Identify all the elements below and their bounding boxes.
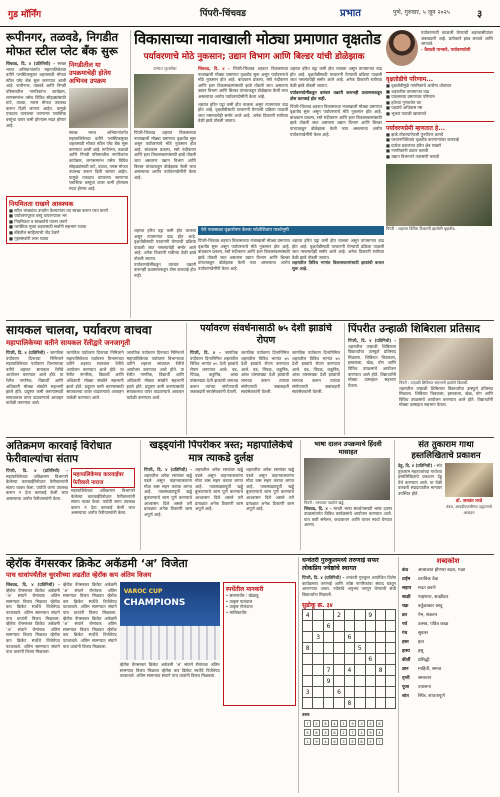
- sudoku-cell: [355, 698, 365, 709]
- sudoku-row: [303, 654, 396, 665]
- sudoku-cell: [313, 665, 323, 676]
- glossary-word: पूजा: [402, 685, 410, 690]
- language-headline: भाषा दालन उपक्रमाचे हिंदवी मासाहत: [314, 440, 382, 456]
- sudoku-cell: [375, 632, 385, 643]
- plantation-body-2: जागतिक पर्यावरण दिनानिमित्त शहरातील विविध भागांत ७५ देशी झाडांचे रोपण करण्यात आले. वड, पिंपळ, कडुनिंब, आंबा यांसारख्या देशी झाडांची लागवड करून त्यांच्या संगोपनाची जबाबदारी स्वयंसेवकांनी घेतली.: [241, 350, 289, 395]
- main-sidebar: [386, 30, 494, 318]
- camp-photo: [399, 338, 493, 380]
- glossary-word: चक्र: [402, 604, 409, 609]
- cycle-body-3: जागतिक पर्यावरण दिनाच्या निमित्ताने महापालिकेच्या पर्यावरण विभागाच्या वतीने शहरात सायकल रॅलीचे आयोजन करण्यात आले होते. या रॅलीत नागरिक, विद्यार्थी आणि अधिकारी मोठ्या संख्येने सहभागी झाले होते. प्रदूषण कमी करण्यासाठी सायकलचा वापर वाढवण्याचे आवाहन यावेळी करण्यात आले.: [126, 350, 184, 400]
- glossary-entry: [402, 683, 494, 692]
- glossary-entry: [402, 656, 494, 665]
- sudoku-cell: [313, 610, 323, 621]
- glossary-meaning: स्थिर, शांततापूर्ण: [418, 694, 445, 699]
- sudoku-cell: [365, 643, 375, 654]
- main-col-c: [290, 66, 382, 226]
- main-body-col2: पिंपरी-चिंचवड शहरात विकासाच्या नावाखाली मोठ्या प्रमाणात वृक्षतोड सुरू असून पर्यावरणाचे मोठे नुकसान होत आहे. बांधकाम प्रकल्प, रस्ते रुंदीकरण आणि इतर विकासकामांसाठी झाडे तोडली जात असताना उद्यान विभाग आणि बिल्डर यांच्याकडून डोळेझाक केली जात असल्याचा आरोप पर्यावरणप्रेमींनी केला आहे.: [198, 66, 288, 99]
- glossary-word: गंध: [402, 631, 408, 636]
- effect-item: ■ हवेच्या गुणवत्तेत घट: [386, 99, 422, 105]
- page-header: [0, 0, 500, 27]
- sudoku-cell: 7: [323, 665, 333, 676]
- glossary-word: सहाय: [402, 586, 412, 591]
- sudoku-row: [303, 643, 396, 654]
- sudoku-cell: [386, 643, 396, 654]
- glossary-entry: [402, 629, 494, 638]
- effect-item: ■ पावसाच्या प्रमाणावर परिणाम: [386, 94, 435, 100]
- bullet-item: ■ गृहसंस्थांनी लाभ घ्यावा: [9, 235, 49, 241]
- article-tukaram: संत तुकाराम गाथा हस्तलिखिताचे प्रकाशन देहू, दि. ४ (प्रतिनिधी) - संत तुकाराम महाराजांच्या गाथेच्या हस्तलिखिताचे प्रकाशन देहू येथे करण्यात आले. या वेळी वारकरी संप्रदायातील मान्यवर उपस्थित होते. डॉ. जयवंत तरडे तंत्रज्ञ, आयडीएफसीच्या उद्घाटनाचे आवाहन: [398, 440, 494, 552]
- answer-cell: 9: [367, 729, 374, 736]
- sudoku-cell: 6: [323, 621, 333, 632]
- glossary-entry: [402, 665, 494, 674]
- sudoku-cell: [303, 676, 313, 687]
- sub-headline: निगडीतील या उपक्रमाचेही होतेय अभिनव उपक्रम: [69, 61, 111, 85]
- sudoku-cell: [365, 687, 375, 698]
- answer-cell: 8: [322, 720, 329, 727]
- main-body-col2b: शहरात हरित पट्टा कमी होत चालला असून तापमानात वाढ होत आहे. वृक्षतोडीसाठी परवानगी घेण्याची प्रक्रिया पाळली जात नसल्याचेही समोर आले आहे. अनेक ठिकाणी रात्रीच्या वेळी झाडे तोडली जातात.: [198, 101, 288, 124]
- potholes-photo: [304, 458, 390, 500]
- info-box: [6, 196, 128, 245]
- sudoku-cell: 3: [313, 632, 323, 643]
- answer-cell: 5: [367, 720, 374, 727]
- plantation-headline: पर्यावरण संवर्धनासाठी ७५ देशी झाडांचे रोपण: [200, 323, 332, 346]
- sudoku-cell: 9: [323, 676, 333, 687]
- sudoku-cell: [334, 621, 344, 632]
- cricket-team-photo: [120, 582, 220, 660]
- answer-cell: 9: [349, 720, 356, 727]
- sudoku-cell: [365, 632, 375, 643]
- bullet-item: ■ प्लास्टिक मुक्त शहरासाठी सर्वांनी सहभाग घ्यावा: [9, 224, 87, 230]
- sudoku-cell: [355, 621, 365, 632]
- answer-cell: 8: [358, 738, 365, 745]
- tukaram-photo: [445, 463, 493, 497]
- sudoku-cell: [344, 643, 354, 654]
- article-language: भाषा दालन उपक्रमाचे हिंदवी मासाहत पिंपरी : रस्त्यावर पडलेले खड्डे. चिंचवड, दि. ४ - मराठी भाषा संवर्धनासाठी भाषा दालन उपक्रमांतर्गत विविध कार्यक्रमांचे आयोजन करण्यात आले. यात कवी संमेलन, कथाकथन आणि वाचन स्पर्धा घेण्यात आल्या.: [304, 440, 392, 528]
- trophy-banner-title: VAROC CUP: [123, 588, 163, 595]
- photo-caption: पिंपरी : शहरात विविध ठिकाणी झालेली वृक्षतोड.: [386, 225, 456, 231]
- answer-label: उत्तर: [302, 713, 310, 719]
- cricket-subhead: पाच धावांपर्यंतील चुरशीच्या लढतीत व्हेरॉक कप अंतिम विजय: [6, 571, 152, 579]
- sudoku-row: [303, 698, 396, 709]
- article-plate-bank: [6, 30, 128, 318]
- sudoku-cell: [355, 676, 365, 687]
- portrait-name: - वैशाली पानसरे, पर्यावरणप्रेमी: [421, 47, 471, 53]
- sudoku-cell: [323, 687, 333, 698]
- answer-cell: 5: [349, 738, 356, 745]
- section-label: गुड मॉर्निंग: [8, 10, 42, 20]
- info-bullets: [9, 208, 125, 242]
- sudoku-cell: [375, 676, 385, 687]
- glossary-meaning: हसू: [418, 649, 424, 654]
- main-headline: विकासाच्या नावाखाली मोठ्या प्रमाणात वृक्षतोड: [134, 30, 381, 48]
- answer-cell: 6: [331, 738, 338, 745]
- main-quote: पर्यावरणप्रेमींकडून वारंवार तक्रारी करूनही प्रशासनाकडून ठोस कारवाई होत नाही.: [290, 90, 382, 101]
- glossary-meaning: सुवास: [418, 631, 428, 636]
- sudoku-row: [303, 610, 396, 621]
- main-body-col3: शहरात हरित पट्टा कमी होत चालला असून तापमानात वाढ होत आहे. वृक्षतोडीसाठी परवानगी घेण्याची प्रक्रिया पाळली जात नसल्याचेही समोर आले आहे. अनेक ठिकाणी रात्रीच्या वेळी झाडे तोडली जातात.: [290, 66, 382, 88]
- answer-cell: 9: [313, 738, 320, 745]
- answer-cell: 3: [358, 720, 365, 727]
- main-body-col1b: शहरात हरित पट्टा कमी होत चालला असून तापमानात वाढ होत आहे. वृक्षतोडीसाठी परवानगी घेण्याची प्रक्रिया पाळली जात नसल्याचेही समोर आले आहे. अनेक ठिकाणी रात्रीच्या वेळी झाडे तोडली जातात.: [134, 228, 196, 261]
- cricket-body: व्हेरॉक वेंगसरकर क्रिकेट अकॅडमी ‘अ’ संघाने रोमांचक अंतिम सामन्यात विजय मिळवत व्हेरॉक कप क्रिकेट स्पर्धेचे विजेतेपद पटकावले. अंतिम सामन्यात संघाने पाच धावांनी विजय मिळवला.: [6, 587, 60, 621]
- plantation-body-3: जागतिक पर्यावरण दिनानिमित्त शहरातील विविध भागांत ७५ देशी झाडांचे रोपण करण्यात आले. वड, पिंपळ, कडुनिंब, आंबा यांसारख्या देशी झाडांची लागवड करून त्यांच्या संगोपनाची जबाबदारी स्वयंसेवकांनी घेतली.: [292, 350, 340, 395]
- answer-cell: 2: [340, 729, 347, 736]
- main-subhead-block: [134, 50, 374, 66]
- sudoku-cell: [386, 687, 396, 698]
- glossary-meaning: उपासना: [418, 685, 431, 690]
- expert-item: ■ नागरिकांनी तक्रार करावी: [386, 148, 429, 154]
- glossary-entry: [402, 611, 494, 620]
- sudoku-cell: [303, 698, 313, 709]
- highlight-text: येते पावसाळा वृक्षारोपण केल्या फोटोशिवाय पार्श्वभूमी: [201, 228, 289, 233]
- issue-date: पुणे, गुरुवार, ५ जून २०२५: [393, 9, 450, 16]
- sudoku-cell: [344, 621, 354, 632]
- answer-cell: 3: [340, 738, 347, 745]
- effect-item: ■ पक्ष्यांचे अधिवास नष्ट: [386, 105, 423, 111]
- sudoku-cell: 6: [344, 632, 354, 643]
- expert-item: ■ प्रत्येक प्रकल्पात हरित क्षेत्र राखणे: [386, 142, 442, 148]
- glossary-entry: [402, 584, 494, 593]
- glossary-entry: [402, 575, 494, 584]
- dhanvantari-body: धन्वंतरी गुरुकुल आयोजित विशेष कार्यक्रमात तरुणाई आणि ज्येष्ठ नागरिकांचा संवाद घडवून आणण्यात आला. ज्येष्ठांचे अनुभव जाणून घेण्याची संधी विद्यार्थ्यांना मिळाली.: [302, 575, 396, 597]
- hawkers-headline: अतिक्रमण कारवाई विरोधात फेरीवाल्यांचा संताप: [6, 440, 112, 465]
- sudoku-cell: [323, 632, 333, 643]
- glossary-meaning: नेम, संकल्प: [418, 613, 438, 618]
- sudoku-row: [303, 621, 396, 632]
- sudoku-cell: 8: [303, 643, 313, 654]
- article-body: स्वच्छ भारत अभियानांतर्गत महापालिकेच्या वतीने प्लास्टिकमुक्त शहरासाठी मोफत स्टील प्लेट बँक सुरू करण्यात आली आहे. रूपीनगर, तळवडे आणि निगडी परिसरातील नागरिकांना कार्यक्रम, लग्नसमारंभ तसेच विविध सोहळ्यांसाठी ताटे, वाट्या, ग्लास मोफत उपलब्ध करून दिली जाणार आहेत. यामुळे एकदाच वापरल्या जाणाऱ्या प्लास्टिक वस्तूंचा वापर कमी होण्यास मदत होणार आहे.: [6, 61, 66, 128]
- highlight-strip: [198, 226, 384, 235]
- main-body-col3b: पिंपरी-चिंचवड शहरात विकासाच्या नावाखाली मोठ्या प्रमाणात वृक्षतोड सुरू असून पर्यावरणाचे मोठे नुकसान होत आहे. बांधकाम प्रकल्प, रस्ते रुंदीकरण आणि इतर विकासकामांसाठी झाडे तोडली जात असताना उद्यान विभाग आणि बिल्डर यांच्याकडून डोळेझाक केली जात असल्याचा आरोप पर्यावरणप्रेमींनी केला आहे.: [290, 103, 382, 137]
- main-col-b: [198, 66, 288, 226]
- answer-cell: 7: [349, 729, 356, 736]
- sudoku-cell: [344, 610, 354, 621]
- main-col-a2: [134, 228, 196, 318]
- sudoku-cell: [386, 676, 396, 687]
- sudoku-cell: [355, 632, 365, 643]
- main-col-a: [134, 66, 196, 226]
- cricket-body-3: व्हेरॉक वेंगसरकर क्रिकेट अकॅडमी ‘अ’ संघाने रोमांचक अंतिम सामन्यात विजय मिळवत व्हेरॉक कप क्रिकेट स्पर्धेचे विजेतेपद पटकावले. अंतिम सामन्यात संघाने पाच धावांनी विजय मिळवला.: [119, 662, 220, 679]
- glossary-word: तृप्ती: [402, 676, 410, 681]
- main-body-col1: पिंपरी-चिंचवड शहरात विकासाच्या नावाखाली मोठ्या प्रमाणात वृक्षतोड सुरू असून पर्यावरणाचे मोठे नुकसान होत आहे. बांधकाम प्रकल्प, रस्ते रुंदीकरण आणि इतर विकासकामांसाठी झाडे तोडली जात असताना उद्यान विभाग आणि बिल्डर यांच्याकडून डोळेझाक केली जात असल्याचा आरोप पर्यावरणप्रेमींनी केला आहे.: [134, 130, 196, 180]
- sudoku-cell: 8: [375, 665, 385, 676]
- cricket-body-2: व्हेरॉक वेंगसरकर क्रिकेट अकॅडमी ‘अ’ संघाने रोमांचक अंतिम सामन्यात विजय मिळवत व्हेरॉक कप क्रिकेट स्पर्धेचे विजेतेपद पटकावले. अंतिम सामन्यात संघाने पाच धावांनी विजय मिळवला. व्हेरॉक वेंगसरकर क्रिकेट अकॅडमी ‘अ’ संघाने रोमांचक अंतिम सामन्यात विजय मिळवत व्हेरॉक कप क्रिकेट स्पर्धेचे विजेतेपद पटकावले. अंतिम सामन्यात संघाने पाच धावांनी विजय मिळवला.: [62, 582, 117, 649]
- glossary-list: [402, 566, 494, 701]
- glossary-entry: [402, 566, 494, 575]
- answer-cell: 4: [376, 729, 383, 736]
- answer-cell: 2: [367, 738, 374, 745]
- article-dhanvantari: धन्वंतरी गुरुकुलमध्ये तरुणाई सफर लोकप्रिय ज्येष्ठांचे स्वागत पिंपरी, दि. ४ (प्रतिनिधी) - धन्वंतरी गुरुकुल आयोजित विशेष कार्यक्रमात तरुणाई आणि ज्येष्ठ नागरिकांचा संवाद घडवून आणण्यात आला. ज्येष्ठांचे अनुभव जाणून घेण्याची संधी विद्यार्थ्यांना मिळाली. सुडोकू क्र. ३४ 4 2 9 6 3 6 8 5 6 7 4 8 9 3 6 8 उत्तर 7 2 8 4 1 9 3 5 6 5 6 3 8 2 7 1 9 4 1 9 4 6 3 5 8 2 7: [302, 557, 396, 793]
- main-body-col2c: पिंपरी-चिंचवड शहरात विकासाच्या नावाखाली मोठ्या प्रमाणात वृक्षतोड सुरू असून पर्यावरणाचे मोठे नुकसान होत आहे. बांधकाम प्रकल्प, रस्ते रुंदीकरण आणि इतर विकासकामांसाठी झाडे तोडली जात असताना उद्यान विभाग आणि बिल्डर यांच्याकडून डोळेझाक केली जात असल्याचा आरोप पर्यावरणप्रेमींनी केला आहे.: [198, 238, 290, 271]
- sudoku-cell: [334, 665, 344, 676]
- sudoku-cell: [386, 621, 396, 632]
- sudoku-cell: [323, 698, 333, 709]
- sudoku-cell: [313, 621, 323, 632]
- potholes-body-3: शहरातील अनेक रस्त्यांवर खड्डे पडले असून वाहनचालकांना मोठा त्रास सहन करावा लागत आहे. पावसाळ्यापूर्वी खड्डे बुजवण्याचे काम पूर्ण करण्याचे आश्वासन दिले असले तरी प्रत्यक्षात अनेक ठिकाणी काम अपूर्ण आहे.: [246, 467, 294, 512]
- dhanvantari-headline: धन्वंतरी गुरुकुलमध्ये तरुणाई सफर लोकप्रिय ज्येष्ठांचे स्वागत: [302, 557, 379, 572]
- main-col-b2: [198, 238, 290, 318]
- article-tree-plantation: पर्यावरण संवर्धनासाठी ७५ देशी झाडांचे रोपण पिंपरी, दि. ४ - जागतिक पर्यावरण दिनानिमित्त शहरातील विविध भागांत ७५ देशी झाडांचे रोपण करण्यात आले. वड, पिंपळ, कडुनिंब, आंबा यांसारख्या देशी झाडांची लागवड करून त्यांच्या संगोपनाची जबाबदारी स्वयंसेवकांनी घेतली. जागतिक पर्यावरण दिनानिमित्त शहरातील विविध भागांत ७५ देशी झाडांचे रोपण करण्यात आले. वड, पिंपळ, कडुनिंब, आंबा यांसारख्या देशी झाडांची लागवड करून त्यांच्या संगोपनाची जबाबदारी स्वयंसेवकांनी घेतली. जागतिक पर्यावरण दिनानिमित्त शहरातील विविध भागांत ७५ देशी झाडांचे रोपण करण्यात आले. वड, पिंपळ, कडुनिंब, आंबा यांसारख्या देशी झाडांची लागवड करून त्यांच्या संगोपनाची जबाबदारी स्वयंसेवकांनी घेतली.: [190, 323, 340, 395]
- sudoku-cell: [386, 610, 396, 621]
- effect-item: ■ शहरातील तापमानात वाढ: [386, 88, 430, 94]
- sudoku-cell: [375, 687, 385, 698]
- sudoku-cell: [375, 698, 385, 709]
- sudoku-row: [303, 687, 396, 698]
- sudoku-cell: [386, 654, 396, 665]
- glossary-entry: [402, 620, 494, 629]
- answer-cell: 7: [376, 738, 383, 745]
- winner-item: • उत्कृष्ट फलंदाज: [225, 598, 253, 604]
- winner-item: • मालिकावीर: [225, 609, 247, 615]
- sudoku-cell: [303, 654, 313, 665]
- hawkers-body-2: महापालिकेच्या अतिक्रमण विभागाने केलेल्या कारवाईविरोधात फेरीवाल्यांनी संताप व्यक्त केला. पर्यायी जागा उपलब्ध करून न देता कारवाई केली जात असल्याचा आरोप फेरीवाल्यांनी केला.: [71, 488, 135, 516]
- answer-cell: 1: [358, 729, 365, 736]
- article-body-continued: स्वच्छ भारत अभियानांतर्गत महापालिकेच्या वतीने प्लास्टिकमुक्त शहरासाठी मोफत स्टील प्लेट बँक सुरू करण्यात आली आहे. रूपीनगर, तळवडे आणि निगडी परिसरातील नागरिकांना कार्यक्रम, लग्नसमारंभ तसेच विविध सोहळ्यांसाठी ताटे, वाट्या, ग्लास मोफत उपलब्ध करून दिली जाणार आहेत. यामुळे एकदाच वापरल्या जाणाऱ्या प्लास्टिक वस्तूंचा वापर कमी होण्यास मदत होणार आहे.: [69, 130, 128, 191]
- cycle-subhead: महापालिकेच्या वतीने सायकल रॅलीद्वारे जनजागृती: [6, 339, 131, 347]
- trophy-banner-sub: CHAMPIONS: [123, 598, 186, 608]
- effects-title: वृक्षतोडीचे परिणाम...: [386, 76, 434, 83]
- glossary-meaning: वर्तुळाकार वस्तू: [418, 604, 443, 609]
- sudoku-cell: [386, 698, 396, 709]
- glossary-meaning: ठराविक वेळ: [418, 577, 439, 582]
- sudoku-cell: [334, 676, 344, 687]
- sudoku-cell: 9: [365, 610, 375, 621]
- answer-cell: 4: [322, 738, 329, 745]
- bullet-item: ■ स्टील भांड्यांचा उपयोग केल्यानंतर त्या स्वच्छ करून परत करणे: [9, 207, 109, 213]
- sudoku-cell: [375, 621, 385, 632]
- tukaram-headline: संत तुकाराम गाथा हस्तलिखिताचे प्रकाशन: [411, 440, 481, 461]
- sudoku-row: [303, 665, 396, 676]
- sudoku-cell: [303, 632, 313, 643]
- sudoku-cell: [334, 654, 344, 665]
- glossary-entry: [402, 674, 494, 683]
- glossary-meaning: प्रसिद्धी: [418, 658, 430, 663]
- sudoku-cell: [375, 654, 385, 665]
- answer-cell: 6: [376, 720, 383, 727]
- sudoku-cell: [355, 610, 365, 621]
- glossary-word: टाईम: [402, 577, 411, 582]
- answer-cell: 2: [313, 720, 320, 727]
- main-col-c2: [292, 238, 384, 318]
- sudoku-cell: [334, 698, 344, 709]
- person-name: डॉ. जयवंत तरडे: [455, 499, 483, 504]
- portrait-photo: [386, 30, 418, 66]
- glossary-word: कंठ: [402, 568, 409, 573]
- sudoku-cell: [323, 643, 333, 654]
- glossary-meaning: हात: [418, 640, 425, 645]
- sudoku-cell: [365, 621, 375, 632]
- potholes-body-2: शहरातील अनेक रस्त्यांवर खड्डे पडले असून वाहनचालकांना मोठा त्रास सहन करावा लागत आहे. पावसाळ्यापूर्वी खड्डे बुजवण्याचे काम पूर्ण करण्याचे आश्वासन दिले असले तरी प्रत्यक्षात अनेक ठिकाणी काम अपूर्ण आहे.: [195, 467, 243, 512]
- sudoku-cell: [386, 632, 396, 643]
- glossary-meaning: माहिती, समज: [418, 667, 442, 672]
- brand-logo: प्रभात: [340, 8, 362, 19]
- potholes-caption: पिंपरी : रस्त्यावर पडलेले खड्डे.: [304, 500, 345, 505]
- sudoku-cell: [344, 687, 354, 698]
- main-body-col1c: पर्यावरणप्रेमींकडून वारंवार तक्रारी करूनही प्रशासनाकडून ठोस कारवाई होत नाही.: [134, 261, 196, 278]
- sudoku-cell: [344, 654, 354, 665]
- plates-photo: [69, 88, 128, 128]
- winner-item: • उत्कृष्ट गोलंदाज: [225, 604, 253, 610]
- article-cycle-rally: सायकल चालवा, पर्यावरण वाचवा महापालिकेच्या वतीने सायकल रॅलीद्वारे जनजागृती पिंपरी, दि. ४ (प्रतिनिधी) - जागतिक पर्यावरण दिनाच्या निमित्ताने महापालिकेच्या पर्यावरण विभागाच्या वतीने शहरात सायकल रॅलीचे आयोजन करण्यात आले होते. या रॅलीत नागरिक, विद्यार्थी आणि अधिकारी मोठ्या संख्येने सहभागी झाले होते. प्रदूषण कमी करण्यासाठी सायकलचा वापर वाढवण्याचे आवाहन यावेळी करण्यात आले. जागतिक पर्यावरण दिनाच्या निमित्ताने महापालिकेच्या पर्यावरण विभागाच्या वतीने शहरात सायकल रॅलीचे आयोजन करण्यात आले होते. या रॅलीत नागरिक, विद्यार्थी आणि अधिकारी मोठ्या संख्येने सहभागी झाले होते. प्रदूषण कमी करण्यासाठी सायकलचा वापर वाढवण्याचे आवाहन यावेळी करण्यात आले. जागतिक पर्यावरण दिनाच्या निमित्ताने महापालिकेच्या पर्यावरण विभागाच्या वतीने शहरात सायकल रॅलीचे आयोजन करण्यात आले होते. या रॅलीत नागरिक, विद्यार्थी आणि अधिकारी मोठ्या संख्येने सहभागी झाले होते. प्रदूषण कमी करण्यासाठी सायकलचा वापर वाढवण्याचे आवाहन यावेळी करण्यात आले.: [6, 323, 184, 406]
- sudoku-cell: [313, 676, 323, 687]
- potholes-headline: खड्ड्यांनी पिंपरीकर त्रस्त; महापालिकेचे मात्र त्याकडे दुर्लक्ष: [149, 440, 293, 464]
- expert-item: ■ परवानगीशिवाय वृक्षतोड करणाऱ्यांवर कारवाई: [386, 137, 459, 143]
- camp-caption: पिंपरी : उन्हाळी शिबिरात सहभागी झालेले विद्यार्थी.: [399, 380, 469, 385]
- person-role: तंत्रज्ञ, आयडीएफसीच्या उद्घाटनाचे आवाहन: [446, 504, 492, 515]
- expert-item: ■ उद्यान विभागाने तपासणी करावी: [386, 153, 440, 159]
- potholes-body: शहरातील अनेक रस्त्यांवर खड्डे पडले असून वाहनचालकांना मोठा त्रास सहन करावा लागत आहे. पावसाळ्यापूर्वी खड्डे बुजवण्याचे काम पूर्ण करण्याचे आश्वासन दिले असले तरी प्रत्यक्षात अनेक ठिकाणी काम अपूर्ण आहे.: [144, 472, 192, 517]
- main-body-col3c: शहरात हरित पट्टा कमी होत चालला असून तापमानात वाढ होत आहे. वृक्षतोडीसाठी परवानगी घेण्याची प्रक्रिया पाळली जात नसल्याचेही समोर आले आहे. अनेक ठिकाणी रात्रीच्या वेळी झाडे तोडली जातात.: [292, 238, 384, 260]
- article-potholes: खड्ड्यांनी पिंपरीकर त्रस्त; महापालिकेचे मात्र त्याकडे दुर्लक्ष पिंपरी, दि. ४ (प्रतिनिधी) - शहरातील अनेक रस्त्यांवर खड्डे पडले असून वाहनचालकांना मोठा त्रास सहन करावा लागत आहे. पावसाळ्यापूर्वी खड्डे बुजवण्याचे काम पूर्ण करण्याचे आश्वासन दिले असले तरी प्रत्यक्षात अनेक ठिकाणी काम अपूर्ण आहे. शहरातील अनेक रस्त्यांवर खड्डे पडले असून वाहनचालकांना मोठा त्रास सहन करावा लागत आहे. पावसाळ्यापूर्वी खड्डे बुजवण्याचे काम पूर्ण करण्याचे आश्वासन दिले असले तरी प्रत्यक्षात अनेक ठिकाणी काम अपूर्ण आहे. शहरातील अनेक रस्त्यांवर खड्डे पडले असून वाहनचालकांना मोठा त्रास सहन करावा लागत आहे. पावसाळ्यापूर्वी खड्डे बुजवण्याचे काम पूर्ण करण्याचे आश्वासन दिले असले तरी प्रत्यक्षात अनेक ठिकाणी काम अपूर्ण आहे.: [144, 440, 298, 550]
- sudoku-cell: [303, 665, 313, 676]
- sudoku-cell: [365, 676, 375, 687]
- sudoku-cell: [355, 665, 365, 676]
- sudoku-row: [303, 676, 396, 687]
- answer-cell: 1: [304, 738, 311, 745]
- sudoku-answer-grid: [302, 718, 385, 747]
- sudoku-cell: [365, 698, 375, 709]
- sudoku-cell: [313, 654, 323, 665]
- sudoku-cell: 8: [344, 698, 354, 709]
- answer-cell: 1: [340, 720, 347, 727]
- sudoku-cell: 5: [355, 643, 365, 654]
- sudoku-cell: 2: [334, 610, 344, 621]
- tree-cutting-photo-2: [386, 164, 492, 226]
- glossary-title: शब्दकोश: [436, 557, 460, 565]
- answer-cell: 8: [331, 729, 338, 736]
- hawkers-callout: महापालिकेच्या कारवाईवर फेरीवाले नाराज: [71, 468, 135, 488]
- winner-item: • सामनावीर : खेळाडू: [225, 593, 259, 598]
- bullet-item: ■ बँकेतील साहित्याची नोंद ठेवणे: [9, 229, 60, 235]
- glossary-word: व्रत: [402, 613, 408, 618]
- sudoku-cell: [313, 698, 323, 709]
- headline: रूपीनगर, तळवडे, निगडीत मोफत स्टील प्लेट बँक सुरू: [6, 30, 119, 58]
- tree-cutting-photo-1: [134, 74, 194, 128]
- glossary-entry: [402, 638, 494, 647]
- answer-cell: 3: [322, 729, 329, 736]
- sudoku-cell: [303, 621, 313, 632]
- camp-body: शहरातील उन्हाळी शिबिराला विद्यार्थ्यांचा उत्स्फूर्त प्रतिसाद मिळाला. शिबिरात चित्रकला, हस्तकला, खेळ, योग आणि विविध उपक्रमांचे आयोजन करण्यात आले होते. विद्यार्थ्यांनी मोठ्या उत्साहात सहभाग घेतला.: [348, 343, 396, 388]
- glossary-entry: [402, 647, 494, 656]
- info-box-title: नियमितता राखणे आवश्यक: [9, 199, 74, 208]
- experts-box: [386, 121, 494, 160]
- expert-item: ■ झाडे तोडण्याऐवजी पुनर्रोपण करावे: [386, 131, 444, 137]
- page-number: ३: [477, 9, 483, 20]
- sudoku-cell: [323, 610, 333, 621]
- bullet-item: ■ नियमितता व स्वच्छतेचे पालन करणे: [9, 218, 68, 224]
- tukaram-body: संत तुकाराम महाराजांच्या गाथेच्या हस्तलिखिताचे प्रकाशन देहू येथे करण्यात आले. या वेळी वारकरी संप्रदायातील मान्यवर उपस्थित होते.: [398, 463, 442, 496]
- sudoku-cell: [323, 654, 333, 665]
- sudoku-cell: [334, 643, 344, 654]
- sudoku-cell: 4: [344, 665, 354, 676]
- glossary-entry: [402, 692, 494, 701]
- answer-cell: 4: [331, 720, 338, 727]
- dateline: चिंचवड, दि. ४ (प्रतिनिधी) -: [6, 61, 55, 66]
- answer-cell: 7: [304, 720, 311, 727]
- glossary-entry: [402, 602, 494, 611]
- glossary-word: कीर्ती: [402, 658, 411, 663]
- main-caption: शहरातील विविध भागांत विकासकामांसाठी झाडांची कत्तल सुरू आहे.: [292, 260, 384, 271]
- hawkers-body: महापालिकेच्या अतिक्रमण विभागाने केलेल्या कारवाईविरोधात फेरीवाल्यांनी संताप व्यक्त केला. पर्यायी जागा उपलब्ध करून न देता कारवाई केली जात असल्याचा आरोप फेरीवाल्यांनी केला.: [6, 473, 68, 501]
- sudoku-cell: [355, 687, 365, 698]
- sudoku-cell: [344, 676, 354, 687]
- sudoku-cell: [375, 610, 385, 621]
- sudoku-cell: [355, 654, 365, 665]
- glossary-meaning: उत्सव, पवित्र काळ: [418, 622, 449, 627]
- glossary-word: हास्य: [402, 649, 410, 654]
- cycle-body: जागतिक पर्यावरण दिनाच्या निमित्ताने महापालिकेच्या पर्यावरण विभागाच्या वतीने शहरात सायकल रॅलीचे आयोजन करण्यात आले होते. या रॅलीत नागरिक, विद्यार्थी आणि अधिकारी मोठ्या संख्येने सहभागी झाले होते. प्रदूषण कमी करण्यासाठी सायकलचा वापर वाढवण्याचे आवाहन यावेळी करण्यात आले.: [6, 350, 64, 406]
- cycle-body-2: जागतिक पर्यावरण दिनाच्या निमित्ताने महापालिकेच्या पर्यावरण विभागाच्या वतीने शहरात सायकल रॅलीचे आयोजन करण्यात आले होते. या रॅलीत नागरिक, विद्यार्थी आणि अधिकारी मोठ्या संख्येने सहभागी झाले होते. प्रदूषण कमी करण्यासाठी सायकलचा वापर वाढवण्याचे आवाहन यावेळी करण्यात आले.: [66, 350, 124, 400]
- cricket-headline: व्हेरॉक वेंगसरकर क्रिकेट अकॅडमी ‘अ’ विजेता: [6, 557, 188, 570]
- glossary-word: साक्षी: [402, 595, 411, 600]
- glossary-word: पर्व: [402, 622, 408, 627]
- portrait-quote: पर्यावरणाची काळजी घेण्याची शहरवासीयांवर जबाबदारी आहे. प्रत्येकाने झाड लावावे आणि जगवावे.: [421, 30, 493, 47]
- sudoku-title: सुडोकू क्र. ३४: [302, 602, 333, 610]
- sudoku-cell: [365, 665, 375, 676]
- sudoku-cell: [386, 665, 396, 676]
- glossary-entry: [402, 593, 494, 602]
- sudoku-cell: [313, 687, 323, 698]
- glossary-meaning: समाधान: [418, 676, 432, 681]
- glossary-meaning: पाहणारा, साक्षीदार: [418, 595, 449, 600]
- glossary-word: ज्ञान: [402, 667, 409, 672]
- sudoku-cell: 6: [365, 654, 375, 665]
- word-glossary: [402, 557, 494, 793]
- section-title: पिंपरी-चिंचवड: [200, 9, 246, 19]
- glossary-meaning: आवाजात होणारा बदल, गळा: [418, 568, 466, 573]
- sudoku-grid: [302, 609, 396, 709]
- winners-title: स्पर्धेतील मानकरी: [225, 586, 264, 593]
- sudoku-cell: 3: [303, 687, 313, 698]
- article-cricket: व्हेरॉक वेंगसरकर क्रिकेट अकॅडमी ‘अ’ विजेता पाच धावांपर्यंतील चुरशीच्या लढतीत व्हेरॉक कप अंतिम विजय चिंचवड, दि. ४ (प्रतिनिधी) - व्हेरॉक वेंगसरकर क्रिकेट अकॅडमी ‘अ’ संघाने रोमांचक अंतिम सामन्यात विजय मिळवत व्हेरॉक कप क्रिकेट स्पर्धेचे विजेतेपद पटकावले. अंतिम सामन्यात संघाने पाच धावांनी विजय मिळवला. व्हेरॉक वेंगसरकर क्रिकेट अकॅडमी ‘अ’ संघाने रोमांचक अंतिम सामन्यात विजय मिळवत व्हेरॉक कप क्रिकेट स्पर्धेचे विजेतेपद पटकावले. अंतिम सामन्यात संघाने पाच धावांनी विजय मिळवला. व्हेरॉक वेंगसरकर क्रिकेट अकॅडमी ‘अ’ संघाने रोमांचक अंतिम सामन्यात विजय मिळवत व्हेरॉक कप क्रिकेट स्पर्धेचे विजेतेपद पटकावले. अंतिम सामन्यात संघाने पाच धावांनी विजय मिळवला. व्हेरॉक वेंगसरकर क्रिकेट अकॅडमी ‘अ’ संघाने रोमांचक अंतिम सामन्यात विजय मिळवत व्हेरॉक कप क्रिकेट स्पर्धेचे विजेतेपद पटकावले. अंतिम सामन्यात संघाने पाच धावांनी विजय मिळवला. VAROC CUP CHAMPIONS व्हेरॉक वेंगसरकर क्रिकेट अकॅडमी ‘अ’ संघाने रोमांचक अंतिम सामन्यात विजय मिळवत व्हेरॉक कप क्रिकेट स्पर्धेचे विजेतेपद पटकावले. अंतिम सामन्यात संघाने पाच धावांनी विजय मिळवला. स्पर्धेतील मानकरी • सामनावीर : खेळाडू • उत्कृष्ट फलंदाज • उत्कृष्ट गोलंदाज • मालिकावीर: [6, 557, 296, 793]
- article-hawkers: अतिक्रमण कारवाई विरोधात फेरीवाल्यांचा संताप पिंपरी, दि. ४ (प्रतिनिधी) - महापालिकेच्या अतिक्रमण विभागाने केलेल्या कारवाईविरोधात फेरीवाल्यांनी संताप व्यक्त केला. पर्यायी जागा उपलब्ध करून न देता कारवाई केली जात असल्याचा आरोप फेरीवाल्यांनी केला. महापालिकेच्या कारवाईवर फेरीवाले नाराज महापालिकेच्या अतिक्रमण विभागाने केलेल्या कारवाईविरोधात फेरीवाल्यांनी संताप व्यक्त केला. पर्यायी जागा उपलब्ध करून न देता कारवाई केली जात असल्याचा आरोप फेरीवाल्यांनी केला.: [6, 440, 138, 550]
- byline: प्रभात वृत्तसेवा: [153, 67, 177, 72]
- article-summer-camp: पिंपरीत उन्हाळी शिबिराला प्रतिसाद पिंपरी, दि. ४ (प्रतिनिधी) - शहरातील उन्हाळी शिबिराला विद्यार्थ्यांचा उत्स्फूर्त प्रतिसाद मिळाला. शिबिरात चित्रकला, हस्तकला, खेळ, योग आणि विविध उपक्रमांचे आयोजन करण्यात आले होते. विद्यार्थ्यांनी मोठ्या उत्साहात सहभाग घेतला. पिंपरी : उन्हाळी शिबिरात सहभागी झालेले विद्यार्थी. शहरातील उन्हाळी शिबिराला विद्यार्थ्यांचा उत्स्फूर्त प्रतिसाद मिळाला. शिबिरात चित्रकला, हस्तकला, खेळ, योग आणि विविध उपक्रमांचे आयोजन करण्यात आले होते. विद्यार्थ्यांनी मोठ्या उत्साहात सहभाग घेतला.: [348, 323, 493, 408]
- camp-body-2: शहरातील उन्हाळी शिबिराला विद्यार्थ्यांचा उत्स्फूर्त प्रतिसाद मिळाला. शिबिरात चित्रकला, हस्तकला, खेळ, योग आणि विविध उपक्रमांचे आयोजन करण्यात आले होते. विद्यार्थ्यांनी मोठ्या उत्साहात सहभाग घेतला.: [399, 385, 493, 408]
- sudoku-cell: 4: [303, 610, 313, 621]
- sudoku-cell: [334, 632, 344, 643]
- main-dateline: चिंचवड, दि. ४ -: [198, 66, 230, 71]
- main-subhead: पर्यावरणाचे मोठे नुकसान; उद्यान विभाग आणि बिल्डर यांची डोळेझाक: [143, 52, 365, 62]
- language-body: मराठी भाषा संवर्धनासाठी भाषा दालन उपक्रमांतर्गत विविध कार्यक्रमांचे आयोजन करण्यात आले. यात कवी संमेलन, कथाकथन आणि वाचन स्पर्धा घेण्यात आल्या.: [304, 505, 392, 528]
- bullet-item: ■ पर्यावरणपूरक वस्तू वापरण्यावर भर: [9, 213, 67, 219]
- sudoku-cell: 6: [334, 687, 344, 698]
- answer-cell: 6: [313, 729, 320, 736]
- glossary-word: हस्त: [402, 640, 409, 645]
- experts-title: पर्यावरणप्रेमी म्हणतात हे...: [386, 124, 446, 132]
- sudoku-cell: [375, 643, 385, 654]
- glossary-word: शांत: [402, 694, 409, 699]
- winners-box: [223, 582, 296, 706]
- glossary-meaning: मदत करणे: [418, 586, 436, 591]
- camp-headline: पिंपरीत उन्हाळी शिबिराला प्रतिसाद: [348, 323, 480, 335]
- answer-cell: 5: [304, 729, 311, 736]
- plantation-body: जागतिक पर्यावरण दिनानिमित्त शहरातील विविध भागांत ७५ देशी झाडांचे रोपण करण्यात आले. वड, पिंपळ, कडुनिंब, आंबा यांसारख्या देशी झाडांची लागवड करून त्यांच्या संगोपनाची जबाबदारी स्वयंसेवकांनी घेतली.: [190, 350, 238, 395]
- sudoku-row: [303, 632, 396, 643]
- effects-box: [386, 72, 494, 117]
- cycle-headline: सायकल चालवा, पर्यावरण वाचवा: [6, 323, 152, 337]
- effect-item: ■ भूजल पातळी खालावते: [386, 110, 427, 116]
- team-players: [120, 626, 220, 660]
- sudoku-cell: [313, 643, 323, 654]
- effect-item: ■ वृक्षतोडीमुळे नागरिकांचे आरोग्य धोक्यात: [386, 83, 452, 88]
